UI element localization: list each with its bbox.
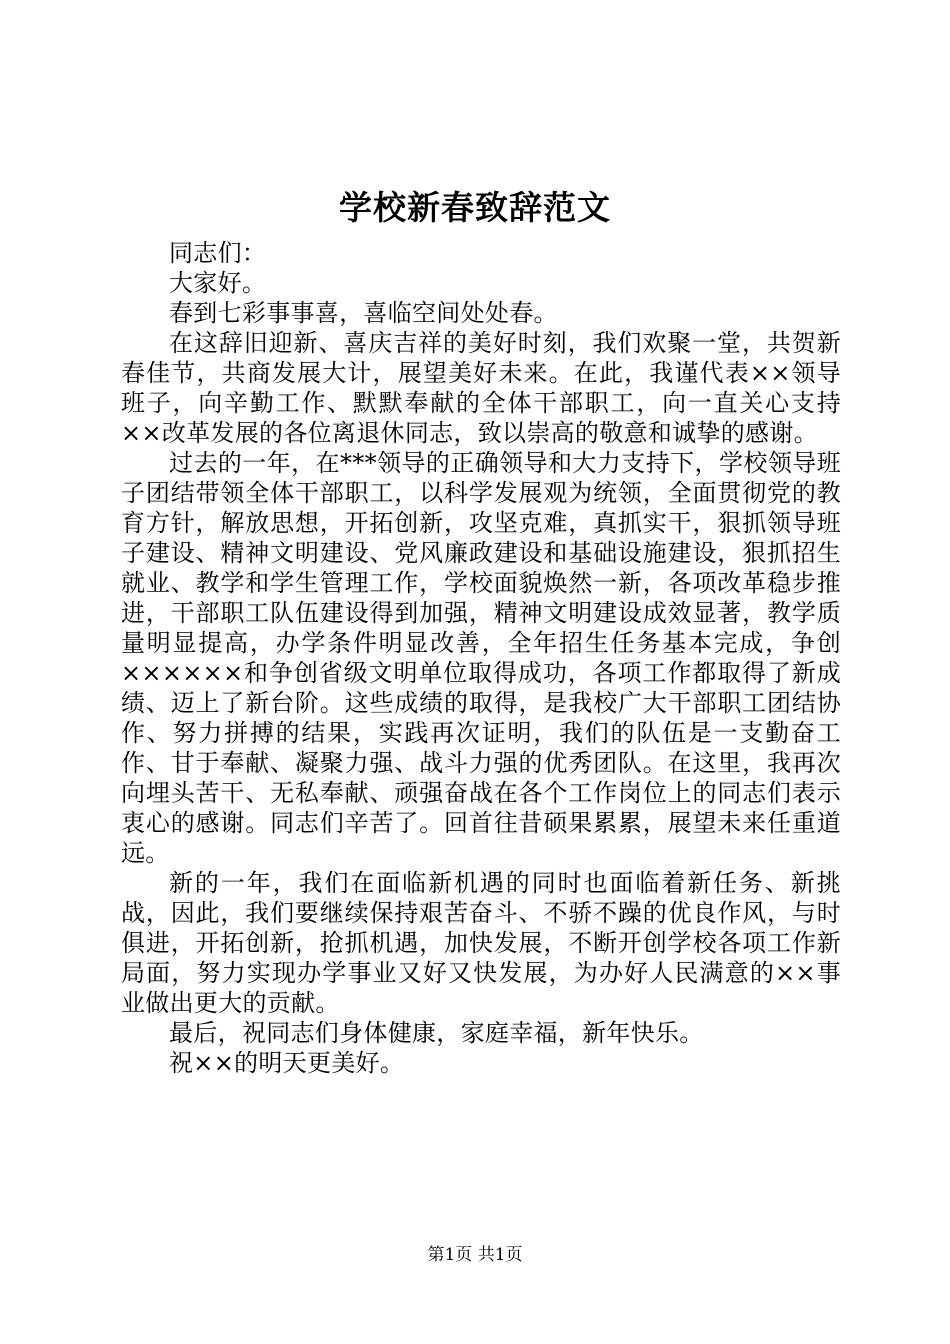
paragraph-wishes: 最后，祝同志们身体健康，家庭幸福，新年快乐。 xyxy=(169,1019,704,1047)
salutation: 同志们： xyxy=(169,239,267,267)
paragraph-closing: 祝××的明天更美好。 xyxy=(169,1049,405,1077)
paragraph-thanks: 在这辞旧迎新、喜庆吉祥的美好时刻，我们欢聚一堂，共贺新春佳节，共商发展大计，展望美好未来。在此，我谨代表××领导班子，向辛勤工作、默默奉献的全体干部职工，向一直关心支持××改革发展的各位离退休同志，致以崇高的敬意和诚挚的感谢。 xyxy=(121,329,841,447)
page-number-footer: 第1页 共1页 xyxy=(427,1245,523,1265)
paragraph-past-year: 过去的一年，在***领导的正确领导和大力支持下，学校领导班子团结带领全体干部职工，以科学发展观为统领，全面贯彻党的教育方针，解放思想，开拓创新，攻坚克难，真抓实干，狠抓领导班子建设、精神文明建设、党风廉政建设和基础设施建设，狠抓招生就业、教学和学生管理工作，学校面貌焕然一新，各项改革稳步推进，干部职工队伍建设得到加强，精神文明建设成效显著，教学质量明显提高，办学条件明显改善，全年招生任务基本完成，争创××××××和争创省级文明单位取得成功，各项工作都取得了新成绩、迈上了新台阶。这些成绩的取得，是我校广大干部职工团结协作、努力拼搏的结果，实践再次证明，我们的队伍是一支勤奋工作、甘于奉献、凝聚力强、战斗力强的优秀团队。在这里，我再次向埋头苦干、无私奉献、顽强奋战在各个工作岗位上的同志们表示衷心的感谢。同志们辛苦了。回首往昔硕果累累，展望未来任重道远。 xyxy=(121,449,841,867)
greeting: 大家好。 xyxy=(169,269,267,297)
document-body xyxy=(121,238,841,1078)
opening-couplet: 春到七彩事事喜，喜临空间处处春。 xyxy=(169,299,558,327)
document-title: 学校新春致辞范文 xyxy=(339,188,611,227)
paragraph-new-year: 新的一年，我们在面临新机遇的同时也面临着新任务、新挑战，因此，我们要继续保持艰苦奋斗、不骄不躁的优良作风，与时俱进，开拓创新，抢抓机遇，加快发展，不断开创学校各项工作新局面，努力实现办学事业又好又快发展，为办好人民满意的××事业做出更大的贡献。 xyxy=(121,869,841,1017)
